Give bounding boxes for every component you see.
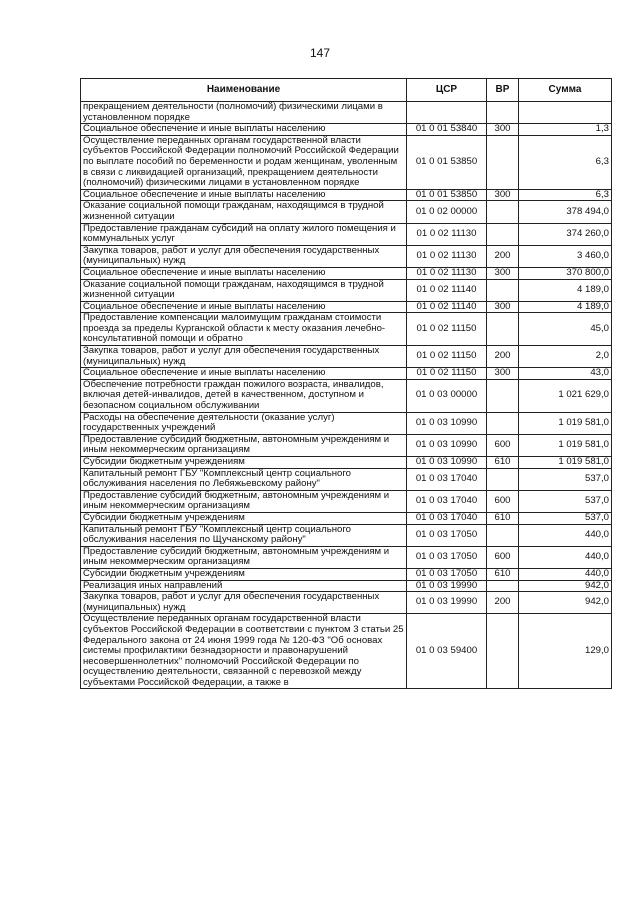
- row-vr-cell: 610: [487, 512, 519, 524]
- table-row: [81, 313, 612, 346]
- row-vr-cell: 610: [487, 568, 519, 580]
- row-vr-cell: 300: [487, 189, 519, 201]
- page-number: 147: [309, 46, 331, 60]
- row-sum-cell: 440,0: [519, 546, 612, 568]
- row-name-cell: Капитальный ремонт ГБУ "Комплексный центр социального обслуживания населения по Лебяжьевскому району": [81, 468, 407, 490]
- row-csr-cell: 01 0 03 19990: [407, 580, 487, 592]
- row-csr-cell: 01 0 03 17040: [407, 468, 487, 490]
- row-sum-cell: 1,3: [519, 124, 612, 136]
- row-vr-cell: [487, 468, 519, 490]
- row-name-cell: Закупка товаров, работ и услуг для обеспечения государственных (муниципальных) нужд: [81, 245, 407, 267]
- row-sum-cell: 374 260,0: [519, 223, 612, 245]
- row-csr-cell: 01 0 03 17040: [407, 512, 487, 524]
- row-vr-cell: 600: [487, 490, 519, 512]
- header-csr: ЦСР: [407, 79, 487, 102]
- row-name-cell: Предоставление компенсации малоимущим гражданам стоимости проезда за пределы Курганской области к месту оказания лечебно-консультативной помощи и обратно: [81, 313, 407, 346]
- row-vr-cell: [487, 223, 519, 245]
- table-row: [81, 189, 612, 201]
- table-row: [81, 524, 612, 546]
- table-row: [81, 434, 612, 456]
- row-csr-cell: 01 0 02 11150: [407, 346, 487, 368]
- row-vr-cell: 610: [487, 457, 519, 469]
- table-row: [81, 512, 612, 524]
- table-row: [81, 468, 612, 490]
- row-sum-cell: 370 800,0: [519, 267, 612, 279]
- row-sum-cell: 6,3: [519, 189, 612, 201]
- row-vr-cell: [487, 379, 519, 412]
- row-vr-cell: [487, 135, 519, 189]
- row-csr-cell: 01 0 03 17040: [407, 490, 487, 512]
- table-row: [81, 379, 612, 412]
- row-name-cell: Социальное обеспечение и иные выплаты населению: [81, 301, 407, 313]
- row-csr-cell: 01 0 02 00000: [407, 201, 487, 223]
- row-vr-cell: 200: [487, 245, 519, 267]
- row-name-cell: Социальное обеспечение и иные выплаты населению: [81, 189, 407, 201]
- row-csr-cell: 01 0 03 10990: [407, 434, 487, 456]
- row-csr-cell: 01 0 02 11150: [407, 368, 487, 380]
- table-row: [81, 124, 612, 136]
- row-sum-cell: 45,0: [519, 313, 612, 346]
- row-name-cell: Социальное обеспечение и иные выплаты населению: [81, 368, 407, 380]
- row-name-cell: Предоставление субсидий бюджетным, автономным учреждениям и иным некоммерческим организациям: [81, 546, 407, 568]
- table-row: [81, 301, 612, 313]
- row-sum-cell: 537,0: [519, 468, 612, 490]
- row-csr-cell: 01 0 03 19990: [407, 592, 487, 614]
- row-name-cell: Субсидии бюджетным учреждениям: [81, 568, 407, 580]
- row-sum-cell: 537,0: [519, 490, 612, 512]
- row-csr-cell: 01 0 02 11130: [407, 223, 487, 245]
- budget-table: [80, 78, 612, 689]
- row-name-cell: Предоставление субсидий бюджетным, автономным учреждениям и иным некоммерческим организациям: [81, 434, 407, 456]
- row-vr-cell: 300: [487, 124, 519, 136]
- header-sum: Сумма: [519, 79, 612, 102]
- header-vr: ВР: [487, 79, 519, 102]
- row-vr-cell: 600: [487, 546, 519, 568]
- row-vr-cell: 300: [487, 267, 519, 279]
- row-sum-cell: [519, 102, 612, 124]
- table-row: [81, 546, 612, 568]
- row-csr-cell: 01 0 01 53850: [407, 189, 487, 201]
- row-sum-cell: 3 460,0: [519, 245, 612, 267]
- row-name-cell: Субсидии бюджетным учреждениям: [81, 457, 407, 469]
- row-csr-cell: 01 0 01 53840: [407, 124, 487, 136]
- row-name-cell: прекращением деятельности (полномочий) физическими лицами в установленном порядке: [81, 102, 407, 124]
- row-sum-cell: 440,0: [519, 524, 612, 546]
- row-csr-cell: [407, 102, 487, 124]
- row-csr-cell: 01 0 02 11140: [407, 279, 487, 301]
- row-name-cell: Осуществление переданных органам государственной власти субъектов Российской Федерации в соответствии с пунктом 3 статьи 25 Федерального закона от 24 июня 1999 года № 120-ФЗ "Об основах системы профилактики безнадзорности и правонарушений несовершеннолетних" полномочий Российской Федерации по осуществлению деятельности, связанной с перевозкой между субъектами Российской Федерации, а также в: [81, 614, 407, 689]
- table-row: [81, 580, 612, 592]
- row-csr-cell: 01 0 02 11140: [407, 301, 487, 313]
- row-name-cell: Субсидии бюджетным учреждениям: [81, 512, 407, 524]
- row-sum-cell: 1 019 581,0: [519, 412, 612, 434]
- table-row: [81, 614, 612, 689]
- row-name-cell: Социальное обеспечение и иные выплаты населению: [81, 124, 407, 136]
- table-row: [81, 490, 612, 512]
- table-row: [81, 592, 612, 614]
- row-csr-cell: 01 0 01 53850: [407, 135, 487, 189]
- row-sum-cell: 537,0: [519, 512, 612, 524]
- row-vr-cell: [487, 313, 519, 346]
- row-name-cell: Предоставление субсидий бюджетным, автономным учреждениям и иным некоммерческим организациям: [81, 490, 407, 512]
- row-name-cell: Социальное обеспечение и иные выплаты населению: [81, 267, 407, 279]
- row-csr-cell: 01 0 03 10990: [407, 412, 487, 434]
- row-name-cell: Оказание социальной помощи гражданам, находящимся в трудной жизненной ситуации: [81, 201, 407, 223]
- row-sum-cell: 43,0: [519, 368, 612, 380]
- row-csr-cell: 01 0 03 00000: [407, 379, 487, 412]
- row-vr-cell: [487, 201, 519, 223]
- row-csr-cell: 01 0 03 17050: [407, 546, 487, 568]
- row-sum-cell: 1 019 581,0: [519, 434, 612, 456]
- row-sum-cell: 1 019 581,0: [519, 457, 612, 469]
- table-row: [81, 201, 612, 223]
- row-sum-cell: 4 189,0: [519, 301, 612, 313]
- row-vr-cell: 600: [487, 434, 519, 456]
- row-csr-cell: 01 0 02 11130: [407, 267, 487, 279]
- row-name-cell: Обеспечение потребности граждан пожилого возраста, инвалидов, включая детей-инвалидов, детей в качественном, доступном и безопасном социальном обслуживании: [81, 379, 407, 412]
- row-vr-cell: 200: [487, 592, 519, 614]
- row-name-cell: Осуществление переданных органам государственной власти субъектов Российской Федерации полномочий Российской Федерации по выплате пособий по беременности и родам женщинам, уволенным в связи с ликвидацией организаций, прекращением деятельности (полномочий) физическими лицами в установленном порядке: [81, 135, 407, 189]
- table-row: [81, 135, 612, 189]
- table-row: [81, 457, 612, 469]
- row-sum-cell: 378 494,0: [519, 201, 612, 223]
- row-name-cell: Расходы на обеспечение деятельности (оказание услуг) государственных учреждений: [81, 412, 407, 434]
- row-sum-cell: 942,0: [519, 592, 612, 614]
- row-csr-cell: 01 0 03 10990: [407, 457, 487, 469]
- row-sum-cell: 129,0: [519, 614, 612, 689]
- row-name-cell: Капитальный ремонт ГБУ "Комплексный центр социального обслуживания населения по Щучанскому району": [81, 524, 407, 546]
- row-name-cell: Реализация иных направлений: [81, 580, 407, 592]
- table-row: [81, 223, 612, 245]
- row-csr-cell: 01 0 03 17050: [407, 524, 487, 546]
- table-row: [81, 245, 612, 267]
- row-name-cell: Оказание социальной помощи гражданам, находящимся в трудной жизненной ситуации: [81, 279, 407, 301]
- table-row: [81, 102, 612, 124]
- table-row: [81, 568, 612, 580]
- row-csr-cell: 01 0 02 11150: [407, 313, 487, 346]
- row-vr-cell: [487, 412, 519, 434]
- row-vr-cell: 200: [487, 346, 519, 368]
- table-row: [81, 346, 612, 368]
- row-name-cell: Предоставление гражданам субсидий на оплату жилого помещения и коммунальных услуг: [81, 223, 407, 245]
- row-vr-cell: [487, 102, 519, 124]
- row-name-cell: Закупка товаров, работ и услуг для обеспечения государственных (муниципальных) нужд: [81, 592, 407, 614]
- table-header-row: [81, 79, 612, 102]
- row-csr-cell: 01 0 03 59400: [407, 614, 487, 689]
- row-vr-cell: [487, 524, 519, 546]
- row-vr-cell: [487, 614, 519, 689]
- row-vr-cell: 300: [487, 368, 519, 380]
- row-sum-cell: 1 021 629,0: [519, 379, 612, 412]
- header-name: Наименование: [81, 79, 407, 102]
- row-sum-cell: 2,0: [519, 346, 612, 368]
- row-name-cell: Закупка товаров, работ и услуг для обеспечения государственных (муниципальных) нужд: [81, 346, 407, 368]
- row-vr-cell: [487, 580, 519, 592]
- table-row: [81, 412, 612, 434]
- row-csr-cell: 01 0 03 17050: [407, 568, 487, 580]
- row-sum-cell: 6,3: [519, 135, 612, 189]
- row-csr-cell: 01 0 02 11130: [407, 245, 487, 267]
- row-sum-cell: 440,0: [519, 568, 612, 580]
- row-vr-cell: 300: [487, 301, 519, 313]
- row-sum-cell: 942,0: [519, 580, 612, 592]
- row-sum-cell: 4 189,0: [519, 279, 612, 301]
- table-row: [81, 368, 612, 380]
- table-row: [81, 279, 612, 301]
- table-row: [81, 267, 612, 279]
- row-vr-cell: [487, 279, 519, 301]
